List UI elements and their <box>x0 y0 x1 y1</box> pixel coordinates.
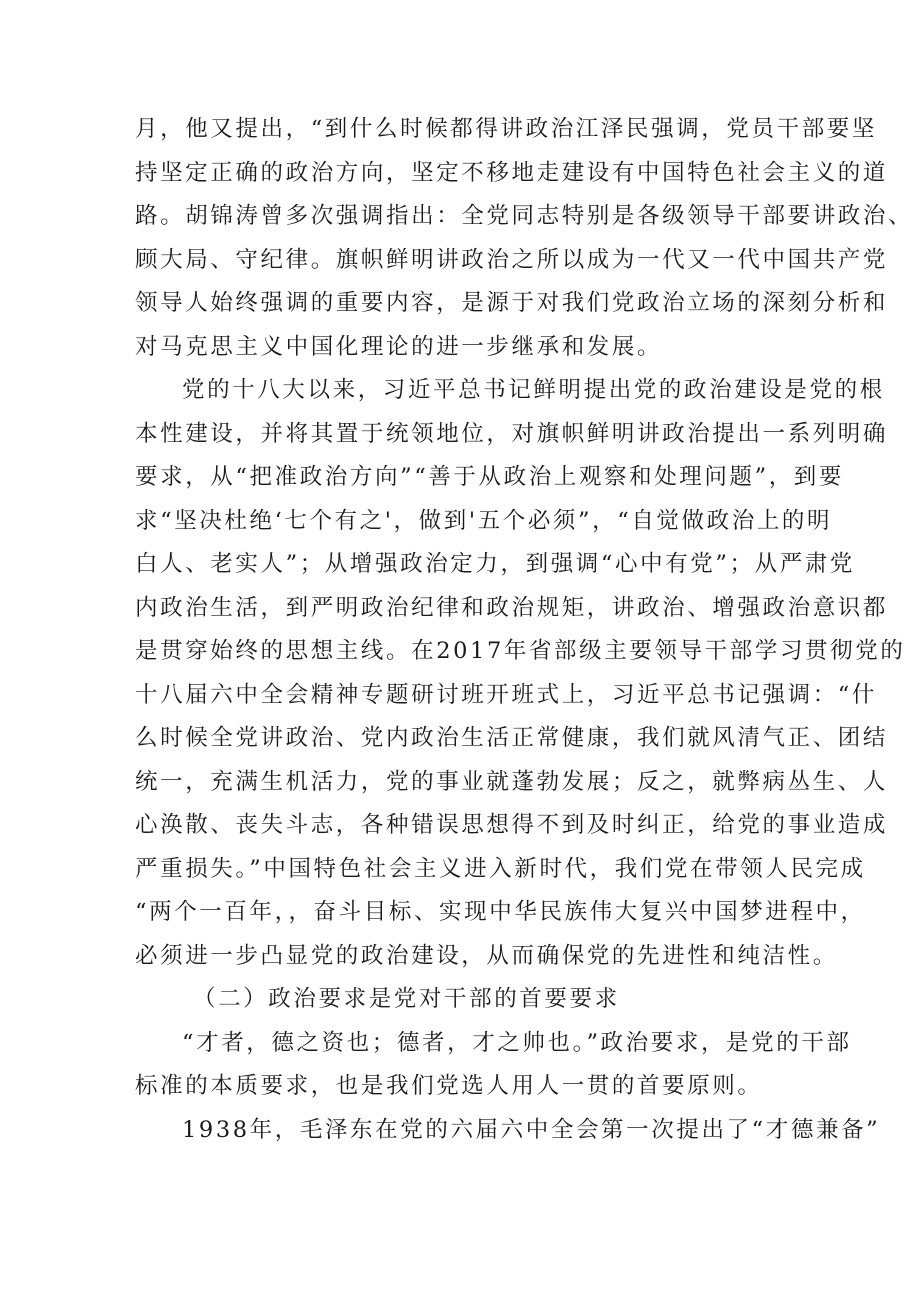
body-text <box>135 108 914 1152</box>
text-line-20: 必须进一步凸显党的政治建设，从而确保党的先进性和纯洁性。 <box>135 942 838 969</box>
text-line-12: 内政治生活，到严明政治纪律和政治规矩，讲政治、增强政治意识都 <box>135 594 889 621</box>
text-line-17: 心涣散、丧失斗志，各种错误思想得不到及时纠正，给党的事业造成 <box>135 812 889 838</box>
section-heading: （二）政治要求是党对干部的首要要求 <box>193 986 620 1012</box>
text-line-19: “两个一百年，，奋斗目标、实现中华民族伟大复兴中国梦进程中， <box>135 899 866 925</box>
text-line-23: 标准的本质要求，也是我们党选人用人一贯的首要原则。 <box>135 1073 763 1099</box>
text-line-14: 十八届六中全会精神专题研讨班开班式上，习近平总书记强调：“什 <box>135 681 878 708</box>
text-line-9: 要求，从“把准政治方向”“善于从政治上观察和处理问题”，到要 <box>135 464 845 490</box>
text-line-13: 是贯穿始终的思想主线。在2017年省部级主要领导干部学习贯彻党的 <box>135 638 906 664</box>
text-line-24: 1938年，毛泽东在党的六届六中全会第一次提出了“才德兼备” <box>182 1116 881 1143</box>
text-line-3: 路。胡锦涛曾多次强调指出：全党同志特别是各级领导干部要讲政治、 <box>135 203 914 229</box>
text-line-7: 党的十八大以来，习近平总书记鲜明提出党的政治建设是党的根 <box>182 377 885 403</box>
text-line-16: 统一，充满生机活力，党的事业就蓬勃发展；反之，就弊病丛生、人 <box>135 768 889 795</box>
text-line-4: 顾大局、守纪律。旗帜鲜明讲政治之所以成为一代又一代中国共产党 <box>135 246 889 273</box>
text-line-15: 么时候全党讲政治、党内政治生活正常健康，我们就风清气正、团结 <box>135 725 889 751</box>
text-line-10: 求“坚决杜绝‘七个有之'，做到'五个必须”，“自觉做政治上的明 <box>135 507 833 534</box>
text-line-11: 白人、老实人”；从增强政治定力，到强调“心中有党”；从严肃党 <box>135 551 856 577</box>
text-line-5: 领导人始终强调的重要内容，是源于对我们党政治立场的深刻分析和 <box>135 290 889 316</box>
text-line-6: 对马克思主义中国化理论的进一步继承和发展。 <box>135 333 663 360</box>
text-line-18: 严重损失。”中国特色社会主义进入新时代，我们党在带领人民完成 <box>135 855 866 882</box>
text-line-8: 本性建设，并将其置于统领地位，对旗帜鲜明讲政治提出一系列明确 <box>135 420 889 447</box>
text-line-22: “才者，德之资也；德者，才之帅也。”政治要求，是党的干部 <box>182 1029 852 1056</box>
text-line-1: 月，他又提出，“到什么时候都得讲政治江泽民强调，党员干部要坚 <box>135 116 878 142</box>
text-line-2: 持坚定正确的政治方向，坚定不移地走建设有中国特色社会主义的道 <box>135 159 889 186</box>
